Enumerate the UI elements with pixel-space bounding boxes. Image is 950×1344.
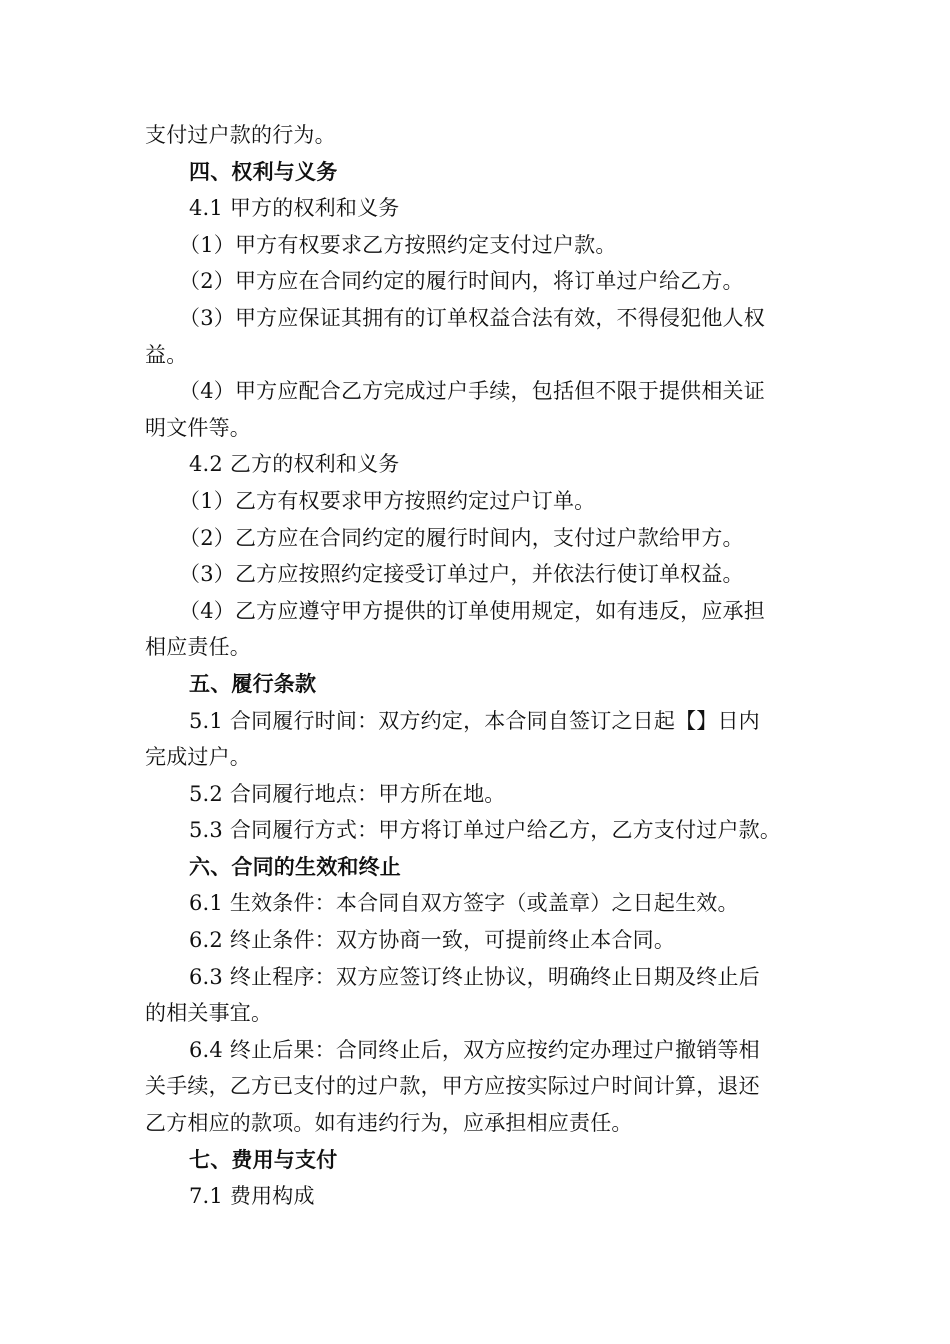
list-item: （2）乙方应在合同约定的履行时间内，支付过户款给甲方。	[179, 525, 744, 550]
document-body	[145, 117, 807, 1215]
clause: 5.1 合同履行时间：双方约定，本合同自签订之日起【】日内	[189, 708, 760, 733]
list-item: （2）甲方应在合同约定的履行时间内，将订单过户给乙方。	[179, 269, 744, 294]
list-item: （3）乙方应按照约定接受订单过户，并依法行使订单权益。	[179, 562, 744, 587]
section-heading-effect-termination: 六、合同的生效和终止	[189, 853, 401, 879]
clause: 6.3 终止程序：双方应签订终止协议，明确终止日期及终止后	[189, 964, 760, 989]
clause-heading: 4.1 甲方的权利和义务	[189, 196, 400, 221]
clause: 6.2 终止条件：双方协商一致，可提前终止本合同。	[189, 928, 676, 953]
clause-heading: 4.2 乙方的权利和义务	[189, 452, 400, 477]
clause: 6.1 生效条件：本合同自双方签字（或盖章）之日起生效。	[189, 891, 739, 916]
section-heading-performance: 五、履行条款	[189, 670, 317, 696]
list-item-continuation: 相应责任。	[145, 635, 251, 660]
clause-continuation: 乙方相应的款项。如有违约行为，应承担相应责任。	[145, 1111, 633, 1136]
section-heading-fees-payment: 七、费用与支付	[189, 1146, 338, 1172]
clause-heading: 7.1 费用构成	[189, 1184, 315, 1209]
list-item-continuation: 明文件等。	[145, 415, 251, 440]
list-item: （1）甲方有权要求乙方按照约定支付过户款。	[179, 232, 617, 257]
list-item: （4）乙方应遵守甲方提供的订单使用规定，如有违反，应承担	[179, 598, 765, 623]
clause-continuation: 关手续，乙方已支付的过户款，甲方应按实际过户时间计算，退还	[145, 1074, 760, 1099]
list-item-continuation: 益。	[145, 342, 188, 367]
list-item: （4）甲方应配合乙方完成过户手续，包括但不限于提供相关证	[179, 379, 765, 404]
clause: 5.3 合同履行方式：甲方将订单过户给乙方，乙方支付过户款。	[189, 818, 782, 843]
clause: 6.4 终止后果：合同终止后，双方应按约定办理过户撤销等相	[189, 1037, 760, 1062]
clause: 5.2 合同履行地点：甲方所在地。	[189, 781, 506, 806]
section-heading-rights-obligations: 四、权利与义务	[189, 158, 338, 184]
list-item: （3）甲方应保证其拥有的订单权益合法有效，不得侵犯他人权	[179, 305, 765, 330]
list-item: （1）乙方有权要求甲方按照约定过户订单。	[179, 488, 596, 513]
clause-continuation: 完成过户。	[145, 745, 251, 770]
paragraph-line: 支付过户款的行为。	[145, 123, 336, 147]
clause-continuation: 的相关事宜。	[145, 1001, 273, 1026]
